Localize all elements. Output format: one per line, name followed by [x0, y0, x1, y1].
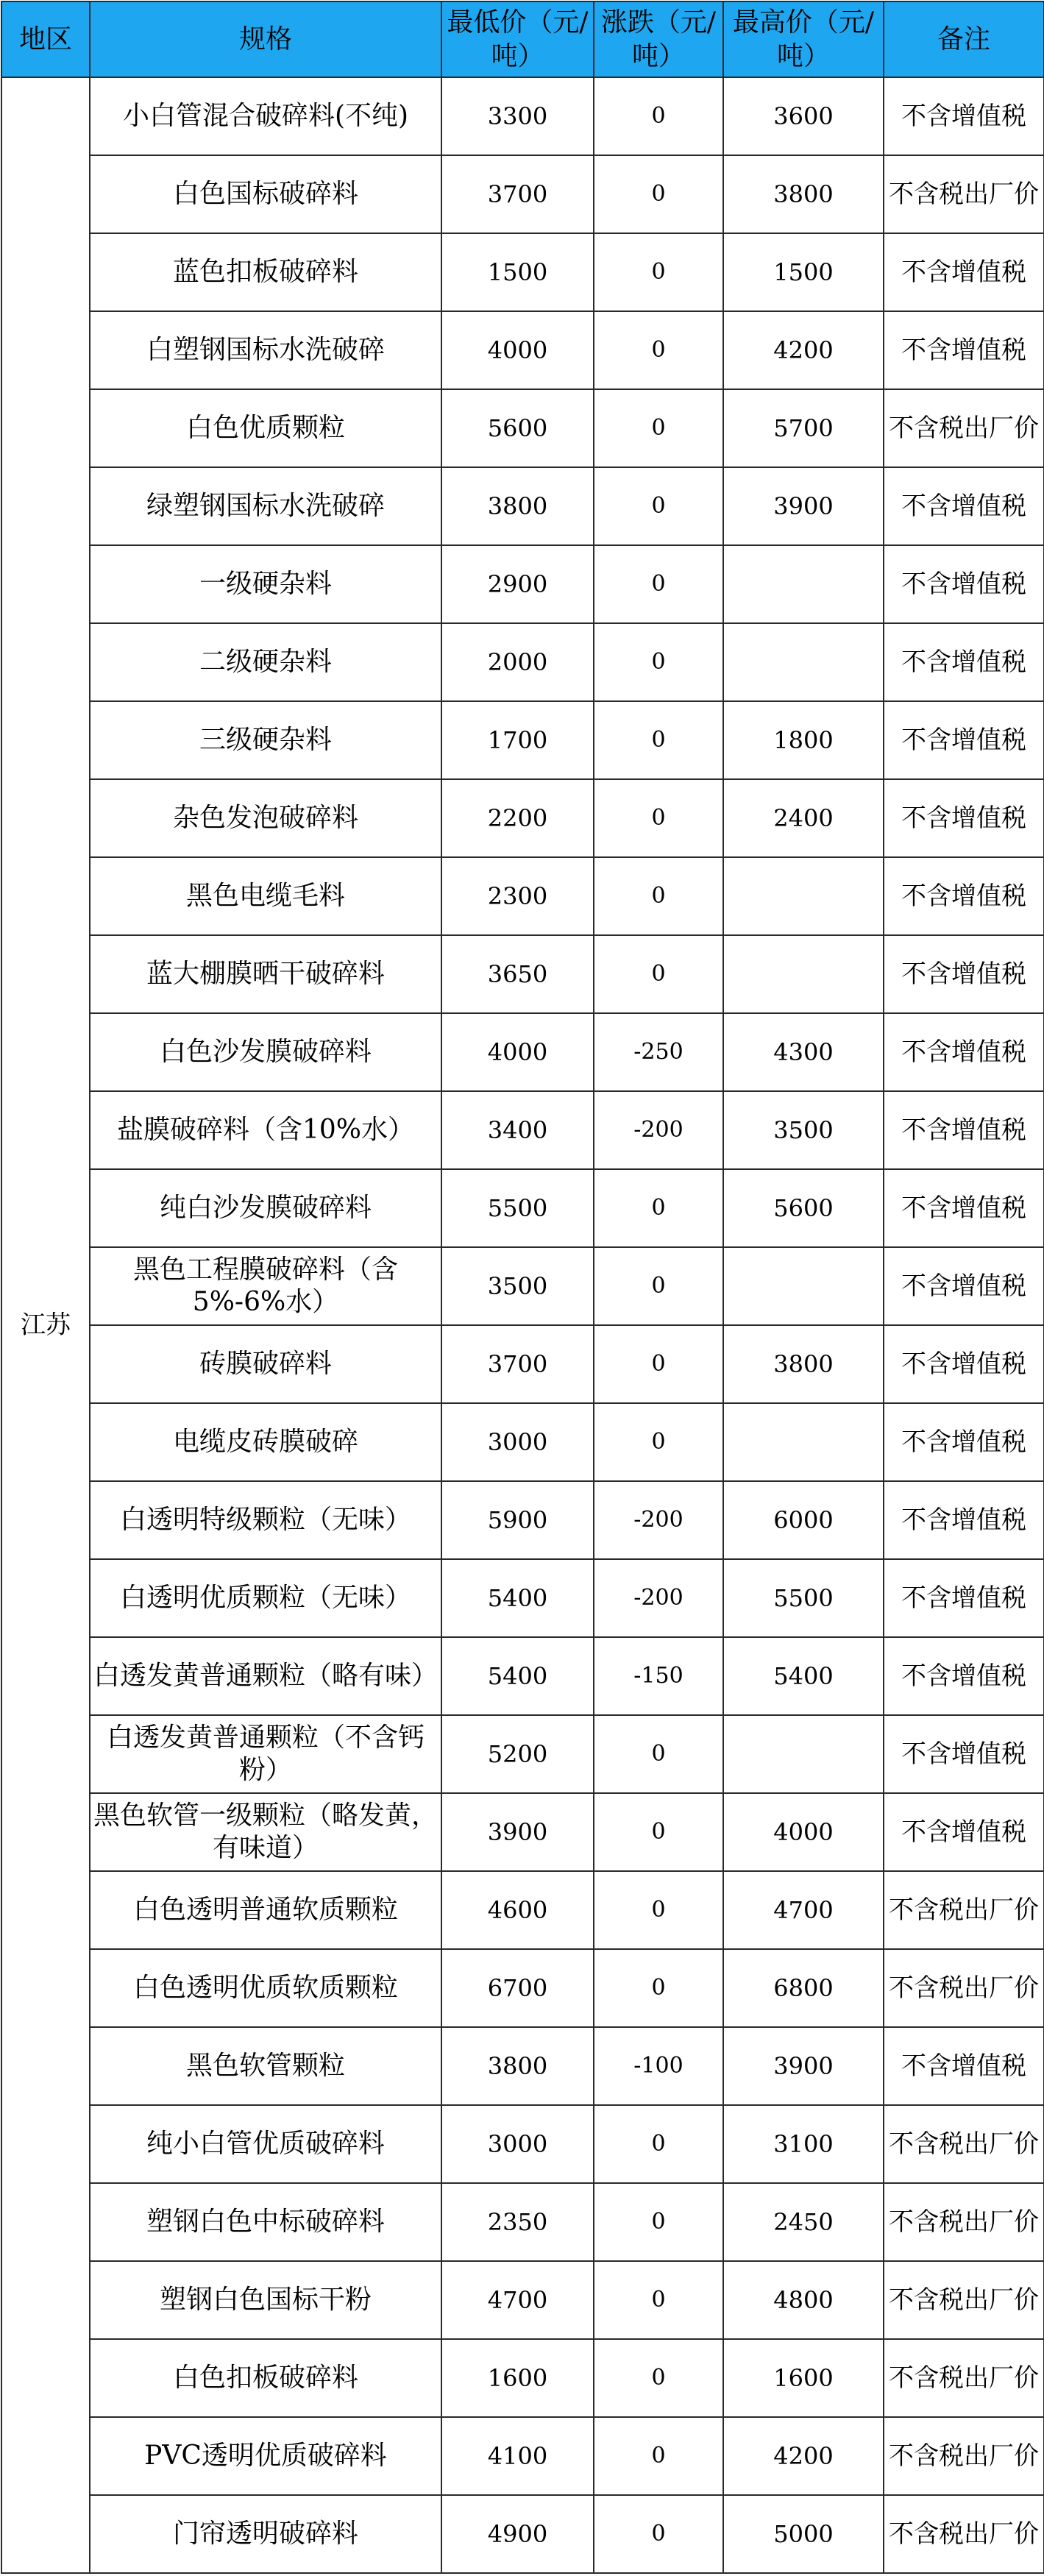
region-cell: 江苏 [1, 77, 90, 2573]
spec-cell: 白色透明普通软质颗粒 [90, 1871, 441, 1949]
change-cell: 0 [594, 77, 723, 155]
min-price-cell: 5500 [441, 1169, 594, 1247]
max-price-cell: 3900 [723, 2027, 884, 2105]
max-price-cell: 3600 [723, 77, 884, 155]
min-price-cell: 1700 [441, 701, 594, 779]
spec-cell: 二级硬杂料 [90, 623, 441, 701]
note-cell: 不含增值税 [884, 623, 1044, 701]
min-price-cell: 3700 [441, 1325, 594, 1403]
spec-cell: 电缆皮砖膜破碎 [90, 1403, 441, 1481]
table-row [1, 1871, 1044, 1949]
min-price-cell: 3900 [441, 1793, 594, 1871]
table-row [1, 1715, 1044, 1793]
min-price-cell: 1600 [441, 2339, 594, 2417]
table-row [1, 1949, 1044, 2027]
min-price-cell: 2350 [441, 2183, 594, 2261]
note-cell: 不含增值税 [884, 2027, 1044, 2105]
min-price-cell: 3700 [441, 155, 594, 233]
header-region: 地区 [1, 1, 90, 77]
min-price-cell: 3650 [441, 935, 594, 1013]
min-price-cell: 5400 [441, 1559, 594, 1637]
note-cell: 不含增值税 [884, 857, 1044, 935]
note-cell: 不含增值税 [884, 1559, 1044, 1637]
min-price-cell: 5900 [441, 1481, 594, 1559]
spec-cell: 黑色软管颗粒 [90, 2027, 441, 2105]
min-price-cell: 1500 [441, 233, 594, 311]
spec-cell: 一级硬杂料 [90, 545, 441, 623]
spec-cell: 黑色工程膜破碎料（含5%-6%水） [90, 1247, 441, 1325]
min-price-cell: 4000 [441, 311, 594, 389]
max-price-cell [723, 623, 884, 701]
spec-cell: 蓝大棚膜晒干破碎料 [90, 935, 441, 1013]
min-price-cell: 5600 [441, 389, 594, 467]
note-cell: 不含税出厂价 [884, 389, 1044, 467]
note-cell: 不含增值税 [884, 701, 1044, 779]
change-cell: 0 [594, 1949, 723, 2027]
table-row [1, 1091, 1044, 1169]
table-row [1, 623, 1044, 701]
max-price-cell [723, 935, 884, 1013]
spec-cell: 白塑钢国标水洗破碎 [90, 311, 441, 389]
max-price-cell [723, 1247, 884, 1325]
min-price-cell: 4600 [441, 1871, 594, 1949]
max-price-cell: 4200 [723, 311, 884, 389]
max-price-cell: 5500 [723, 1559, 884, 1637]
note-cell: 不含增值税 [884, 779, 1044, 857]
max-price-cell: 1500 [723, 233, 884, 311]
min-price-cell: 2900 [441, 545, 594, 623]
max-price-cell [723, 545, 884, 623]
table-row [1, 1169, 1044, 1247]
table-row [1, 1325, 1044, 1403]
note-cell: 不含税出厂价 [884, 1949, 1044, 2027]
header-note: 备注 [884, 1, 1044, 77]
table-header-row [1, 1, 1044, 77]
min-price-cell: 4700 [441, 2261, 594, 2339]
spec-cell: 三级硬杂料 [90, 701, 441, 779]
min-price-cell: 3000 [441, 1403, 594, 1481]
spec-cell: 黑色软管一级颗粒（略发黄，有味道） [90, 1793, 441, 1871]
spec-cell: 盐膜破碎料（含10%水） [90, 1091, 441, 1169]
header-min-price: 最低价（元/吨） [441, 1, 594, 77]
table-row [1, 467, 1044, 545]
change-cell: 0 [594, 2183, 723, 2261]
spec-cell: 门帘透明破碎料 [90, 2495, 441, 2573]
max-price-cell: 1600 [723, 2339, 884, 2417]
spec-cell: 绿塑钢国标水洗破碎 [90, 467, 441, 545]
min-price-cell: 3400 [441, 1091, 594, 1169]
min-price-cell: 3800 [441, 467, 594, 545]
table-row [1, 1793, 1044, 1871]
table-row [1, 1637, 1044, 1715]
change-cell: 0 [594, 1169, 723, 1247]
note-cell: 不含税出厂价 [884, 2183, 1044, 2261]
table-row [1, 2105, 1044, 2183]
change-cell: 0 [594, 545, 723, 623]
change-cell: -200 [594, 1481, 723, 1559]
header-max-price: 最高价（元/吨） [723, 1, 884, 77]
table-row [1, 1559, 1044, 1637]
change-cell: 0 [594, 935, 723, 1013]
spec-cell: 白透发黄普通颗粒（不含钙粉） [90, 1715, 441, 1793]
table-row [1, 233, 1044, 311]
min-price-cell: 3500 [441, 1247, 594, 1325]
max-price-cell: 1800 [723, 701, 884, 779]
table-row [1, 545, 1044, 623]
max-price-cell: 4000 [723, 1793, 884, 1871]
max-price-cell: 3100 [723, 2105, 884, 2183]
note-cell: 不含增值税 [884, 1481, 1044, 1559]
max-price-cell: 3500 [723, 1091, 884, 1169]
min-price-cell: 2300 [441, 857, 594, 935]
note-cell: 不含增值税 [884, 1091, 1044, 1169]
change-cell: 0 [594, 623, 723, 701]
note-cell: 不含增值税 [884, 311, 1044, 389]
spec-cell: 白透发黄普通颗粒（略有味） [90, 1637, 441, 1715]
note-cell: 不含税出厂价 [884, 1871, 1044, 1949]
change-cell: 0 [594, 1871, 723, 1949]
header-change: 涨跌（元/吨） [594, 1, 723, 77]
change-cell: 0 [594, 1403, 723, 1481]
table-row [1, 2027, 1044, 2105]
max-price-cell: 6800 [723, 1949, 884, 2027]
change-cell: -250 [594, 1013, 723, 1091]
table-row [1, 2183, 1044, 2261]
max-price-cell: 5400 [723, 1637, 884, 1715]
table-row [1, 935, 1044, 1013]
max-price-cell: 2450 [723, 2183, 884, 2261]
change-cell: 0 [594, 857, 723, 935]
change-cell: -200 [594, 1091, 723, 1169]
min-price-cell: 3300 [441, 77, 594, 155]
note-cell: 不含增值税 [884, 935, 1044, 1013]
change-cell: 0 [594, 2339, 723, 2417]
change-cell: -200 [594, 1559, 723, 1637]
max-price-cell: 3800 [723, 1325, 884, 1403]
spec-cell: 纯小白管优质破碎料 [90, 2105, 441, 2183]
spec-cell: PVC透明优质破碎料 [90, 2417, 441, 2495]
max-price-cell: 3800 [723, 155, 884, 233]
change-cell: 0 [594, 233, 723, 311]
change-cell: -100 [594, 2027, 723, 2105]
note-cell: 不含税出厂价 [884, 2105, 1044, 2183]
note-cell: 不含增值税 [884, 545, 1044, 623]
min-price-cell: 4100 [441, 2417, 594, 2495]
spec-cell: 白色优质颗粒 [90, 389, 441, 467]
spec-cell: 杂色发泡破碎料 [90, 779, 441, 857]
table-row [1, 779, 1044, 857]
min-price-cell: 3800 [441, 2027, 594, 2105]
table-row [1, 311, 1044, 389]
change-cell: 0 [594, 2261, 723, 2339]
change-cell: 0 [594, 1715, 723, 1793]
change-cell: 0 [594, 1325, 723, 1403]
spec-cell: 塑钢白色国标干粉 [90, 2261, 441, 2339]
spec-cell: 白透明优质颗粒（无味） [90, 1559, 441, 1637]
note-cell: 不含税出厂价 [884, 2495, 1044, 2573]
spec-cell: 白透明特级颗粒（无味） [90, 1481, 441, 1559]
note-cell: 不含增值税 [884, 1013, 1044, 1091]
spec-cell: 小白管混合破碎料(不纯) [90, 77, 441, 155]
table-row [1, 1247, 1044, 1325]
max-price-cell [723, 1403, 884, 1481]
max-price-cell: 3900 [723, 467, 884, 545]
spec-cell: 纯白沙发膜破碎料 [90, 1169, 441, 1247]
table-row [1, 2339, 1044, 2417]
change-cell: 0 [594, 2495, 723, 2573]
note-cell: 不含税出厂价 [884, 155, 1044, 233]
max-price-cell: 5700 [723, 389, 884, 467]
note-cell: 不含税出厂价 [884, 2261, 1044, 2339]
note-cell: 不含增值税 [884, 1637, 1044, 1715]
table-row [1, 2495, 1044, 2573]
table-row [1, 2417, 1044, 2495]
max-price-cell [723, 857, 884, 935]
header-spec: 规格 [90, 1, 441, 77]
note-cell: 不含增值税 [884, 1247, 1044, 1325]
min-price-cell: 2200 [441, 779, 594, 857]
spec-cell: 白色扣板破碎料 [90, 2339, 441, 2417]
min-price-cell: 5200 [441, 1715, 594, 1793]
note-cell: 不含税出厂价 [884, 2417, 1044, 2495]
max-price-cell: 2400 [723, 779, 884, 857]
table-row [1, 155, 1044, 233]
change-cell: 0 [594, 155, 723, 233]
change-cell: 0 [594, 2105, 723, 2183]
table-row [1, 1403, 1044, 1481]
spec-cell: 白色透明优质软质颗粒 [90, 1949, 441, 2027]
change-cell: 0 [594, 311, 723, 389]
max-price-cell: 4200 [723, 2417, 884, 2495]
spec-cell: 黑色电缆毛料 [90, 857, 441, 935]
table-body [1, 77, 1044, 2573]
table-row [1, 857, 1044, 935]
min-price-cell: 6700 [441, 1949, 594, 2027]
max-price-cell: 4700 [723, 1871, 884, 1949]
note-cell: 不含增值税 [884, 1403, 1044, 1481]
note-cell: 不含增值税 [884, 1715, 1044, 1793]
note-cell: 不含增值税 [884, 77, 1044, 155]
table-row [1, 389, 1044, 467]
note-cell: 不含税出厂价 [884, 2339, 1044, 2417]
note-cell: 不含增值税 [884, 1325, 1044, 1403]
note-cell: 不含增值税 [884, 233, 1044, 311]
note-cell: 不含增值税 [884, 467, 1044, 545]
note-cell: 不含增值税 [884, 1169, 1044, 1247]
change-cell: 0 [594, 701, 723, 779]
min-price-cell: 2000 [441, 623, 594, 701]
spec-cell: 蓝色扣板破碎料 [90, 233, 441, 311]
table-row [1, 701, 1044, 779]
price-table [1, 1, 1044, 2574]
change-cell: 0 [594, 2417, 723, 2495]
min-price-cell: 4000 [441, 1013, 594, 1091]
table-row [1, 1481, 1044, 1559]
change-cell: 0 [594, 389, 723, 467]
max-price-cell: 5600 [723, 1169, 884, 1247]
change-cell: 0 [594, 1247, 723, 1325]
table-row [1, 1013, 1044, 1091]
note-cell: 不含增值税 [884, 1793, 1044, 1871]
min-price-cell: 4900 [441, 2495, 594, 2573]
min-price-cell: 5400 [441, 1637, 594, 1715]
spec-cell: 白色沙发膜破碎料 [90, 1013, 441, 1091]
max-price-cell: 4300 [723, 1013, 884, 1091]
max-price-cell: 4800 [723, 2261, 884, 2339]
change-cell: 0 [594, 1793, 723, 1871]
max-price-cell: 5000 [723, 2495, 884, 2573]
change-cell: 0 [594, 779, 723, 857]
max-price-cell [723, 1715, 884, 1793]
change-cell: 0 [594, 467, 723, 545]
min-price-cell: 3000 [441, 2105, 594, 2183]
max-price-cell: 6000 [723, 1481, 884, 1559]
spec-cell: 塑钢白色中标破碎料 [90, 2183, 441, 2261]
table-row [1, 2261, 1044, 2339]
spec-cell: 白色国标破碎料 [90, 155, 441, 233]
table-row [1, 77, 1044, 155]
change-cell: -150 [594, 1637, 723, 1715]
spec-cell: 砖膜破碎料 [90, 1325, 441, 1403]
